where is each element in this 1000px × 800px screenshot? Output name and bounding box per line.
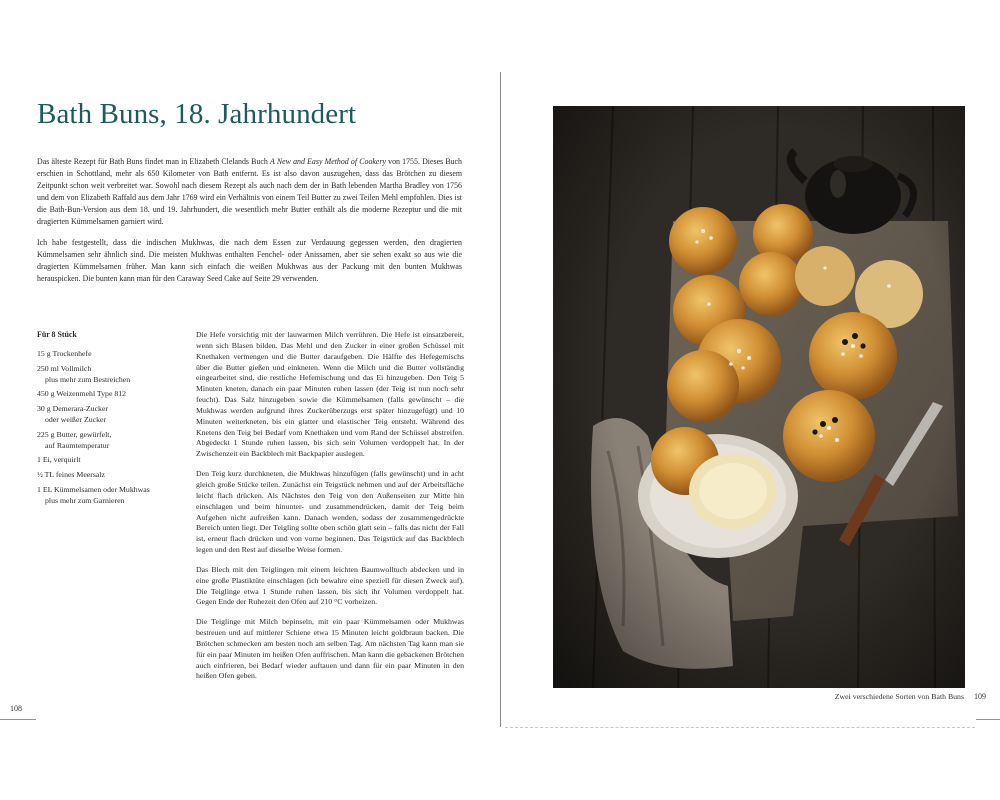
ingredient-item <box>37 455 167 466</box>
ingredients-list <box>37 330 167 511</box>
ingredient-item <box>37 430 167 452</box>
method-paragraph: Den Teig kurz durchkneten, die Mukhwas hinzufügen (falls gewünscht) und in acht gleich große Stücke teilen. Zunächst ein Teigstück nehmen und auf der Arbeitsfläche leicht flach drücken. Als Nächstes den Teig von den Außenseiten zur Mitte hin einschlagen und beim hinunter- und zusammendrücken, damit der Teig beim Aufgehen nicht aufreißen kann. Danach wenden, sodass der zusammengedrückte Bereich unten liegt. Der Teigling sollte oben schön glatt sein – falls das nicht der Fall ist, erneut flach drücken und von vorne beginnen. Das Teigstück auf das Backblech legen und den Rest auf dieselbe Weise formen. <box>196 469 464 555</box>
method-paragraph: Das Blech mit den Teiglingen mit einem leichten Baumwolltuch abdecken und in eine große Plastiktüte einschlagen (ich bewahre eine speziell für diesen Zweck auf). Die Teiglinge etwa 1 Stunde ruhen lassen, bis sich ihr Volumen verdoppelt hat. Gegen Ende der Ruhezeit den Ofen auf 210 °C vorheizen. <box>196 564 464 607</box>
intro-paragraph-1-start: Das älteste Rezept für Bath Buns findet man in Elizabeth Clelands Buch <box>37 157 271 166</box>
ingredient-text: 1 EL Kümmelsamen oder Mukhwas <box>37 484 150 494</box>
photo-caption: Zwei verschiedene Sorten von Bath Buns <box>834 692 964 701</box>
ingredient-text: 450 g Weizenmehl Type 812 <box>37 389 127 399</box>
intro-paragraph-1-end: von 1755. Dieses Buch erschien in Schottland, mehr als 650 Kilometer von Bath entfernt. Es ist also davon auszugehen, dass das Brötchen zu diesem Zeitpunkt schon weit verbreitet war. Sowohl nach diesem Rezept als auch nach dem der in Bath lebenden Martha Bradley von 1756 und dem von Elizabeth Raffald aus dem Jahr 1769 wird ein Verhältnis von einem Teil Butter zu zwei Teilen Mehl empfohlen. Dies ist die Bath-Bun-Version aus dem 18. und 19. Jahrhundert, die wesentlich mehr Butter enthält als die moderne Rezeptur und die mit dragierten Kümmelsamen garniert wird. <box>37 157 462 227</box>
ingredient-text: 15 g Trockenhefe <box>37 349 92 358</box>
ingredient-item <box>37 349 167 360</box>
ingredient-note: oder weißer Zucker <box>45 414 107 424</box>
photo-illustration <box>553 106 965 688</box>
ingredient-items <box>37 349 167 507</box>
book-title: A New and Easy Method of Cookery <box>270 157 386 166</box>
ingredient-item <box>37 404 167 426</box>
ingredient-text: 1 Ei, verquirlt <box>37 455 81 465</box>
ingredient-item <box>37 485 167 507</box>
method-paragraph: Die Teiglinge mit Milch bepinseln, mit ein paar Kümmelsamen oder Mukhwas bestreuen und auf mittlerer Schiene etwa 15 Minuten leicht goldbraun backen. Die Brötchen schmecken am besten noch am selben Tag. Am nächsten Tag kann man sie für ein paar Minuten im heißen Ofen auffrischen. Man kann die gebackenen Brötchen auch einfrieren, bei Bedarf wieder auftauen und dann für ein paar Minuten in den heißen Ofen geben. <box>196 617 464 681</box>
ingredient-text: 225 g Butter, gewürfelt, <box>37 429 112 439</box>
ingredient-item <box>37 470 167 481</box>
ingredient-note: auf Raumtemperatur <box>45 440 110 450</box>
page-number-right: 109 <box>974 692 986 701</box>
intro-paragraph-2: Ich habe festgestellt, dass die indischen Mukhwas, die nach dem Essen zur Verdauung gegessen werden, den dragierten Kümmelsamen sehr ähnlich sind. Die meisten Mukhwas enthalten Fenchel- oder Anissamen, aber sie sehen exakt so aus wie die dragierten Kümmelsamen früher. Man kann sich einfach die weißen Mukhwas aus der Packung mit den bunten Mukhwas herauspicken. Die bunten kann man für den Caraway Seed Cake auf Seite 29 verwenden. <box>37 237 462 283</box>
bath-buns-photo <box>553 106 965 688</box>
page-number-left: 108 <box>10 704 22 713</box>
ingredient-item <box>37 364 167 386</box>
folio-rule-right <box>976 719 1000 720</box>
ingredient-text: ½ TL feines Meersalz <box>37 470 105 480</box>
method-paragraph: Die Hefe vorsichtig mit der lauwarmen Milch verrühren. Die Hefe ist einsatzbereit, wenn sich Blasen bilden. Das Mehl und den Zucker in einer großen Schüssel mit Knethaken vermengen und die Butter daraufgeben. Die Hälfte des Hefegemischs über die Butter gießen und einkneten. Wenn die Milch und die Butter vollständig eingearbeitet sind, die restliche Hefemischung und das Ei hinzugeben. Den Teig 5 Minuten kneten, danach ein paar Minuten ruhen lassen (der Teig ist nun noch sehr feucht). Das Salz hinzugeben sowie die Kümmelsamen (falls gewünscht – die Mukhwas werden aufgrund ihres Zuckerüberzugs erst später hinzugefügt) und 10 Minuten weiterkneten, bis ein glatter und elastischer Teig entsteht. Während des Knetens den Teig bei Bedarf vom Knethaken und vom Rand der Schüssel abstreifen. Abgedeckt 1 Stunde ruhen lassen, bis sich sein Volumen verdoppelt hat. In der Zwischenzeit ein Backblech mit Backpapier auslegen. <box>196 330 464 459</box>
ingredient-item <box>37 389 167 400</box>
recipe-title: Bath Buns, 18. Jahrhundert <box>37 98 357 130</box>
folio-rule-left <box>0 719 36 720</box>
ingredient-note: plus mehr zum Garnieren <box>45 495 125 505</box>
bottom-dashed-rule <box>505 727 975 728</box>
method-steps <box>196 330 464 691</box>
yield-label: Für 8 Stück <box>37 330 77 339</box>
ingredient-text: 30 g Demerara-Zucker <box>37 404 108 414</box>
ingredient-text: 250 ml Vollmilch <box>37 363 92 373</box>
ingredient-note: plus mehr zum Bestreichen <box>45 374 131 384</box>
intro-text <box>37 156 462 293</box>
intro-paragraph-1 <box>37 156 462 229</box>
